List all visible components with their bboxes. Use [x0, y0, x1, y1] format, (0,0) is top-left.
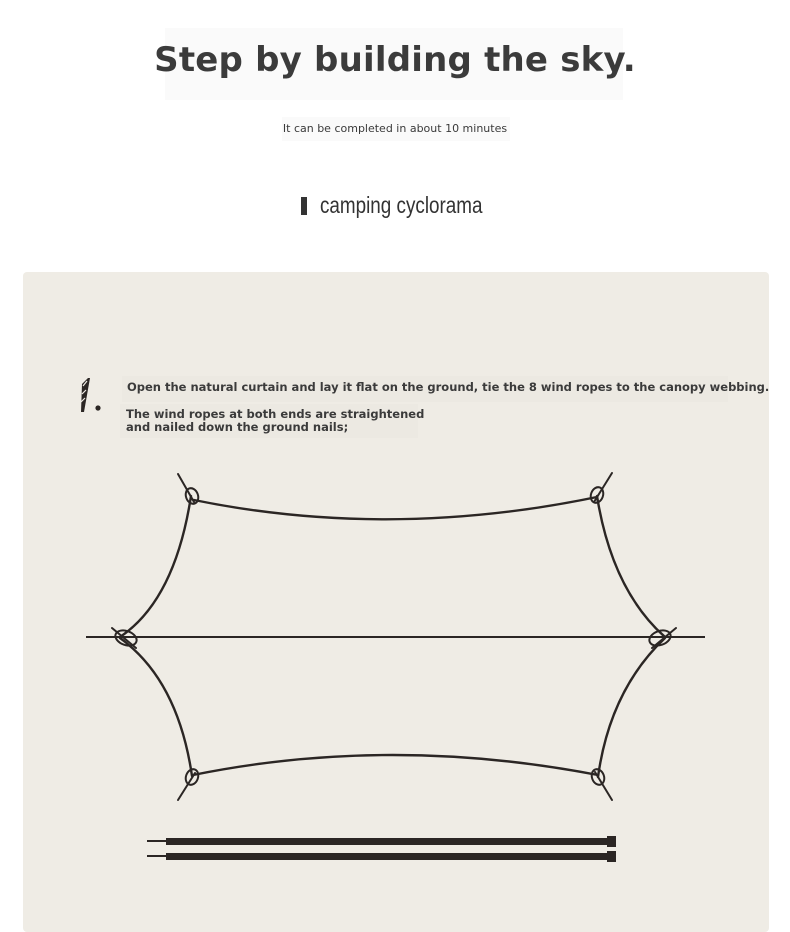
page-title: Step by building the sky.: [154, 40, 636, 80]
canopy-left-upper-edge: [120, 496, 191, 637]
canopy-bottom-edge: [193, 755, 598, 775]
canopy-right-upper-edge: [597, 496, 665, 637]
pole-1: [166, 838, 608, 845]
canopy-top-edge: [194, 497, 597, 519]
instruction-line-2b: and nailed down the ground nails;: [126, 420, 349, 434]
page-subtitle: It can be completed in about 10 minutes: [282, 122, 508, 135]
support-poles: [147, 836, 616, 862]
canopy-right-lower-edge: [598, 638, 665, 777]
pole-1-cap: [607, 836, 616, 847]
pole-2: [166, 853, 608, 860]
section-label: camping cyclorama: [320, 192, 483, 218]
canopy-left-lower-edge: [120, 638, 192, 776]
instruction-line-1: Open the natural curtain and lay it flat on the ground, tie the 8 wind ropes to the canopy webbing.: [127, 380, 770, 394]
pole-2-cap: [607, 851, 616, 862]
instruction-line-2a: The wind ropes at both ends are straightened: [126, 407, 425, 421]
